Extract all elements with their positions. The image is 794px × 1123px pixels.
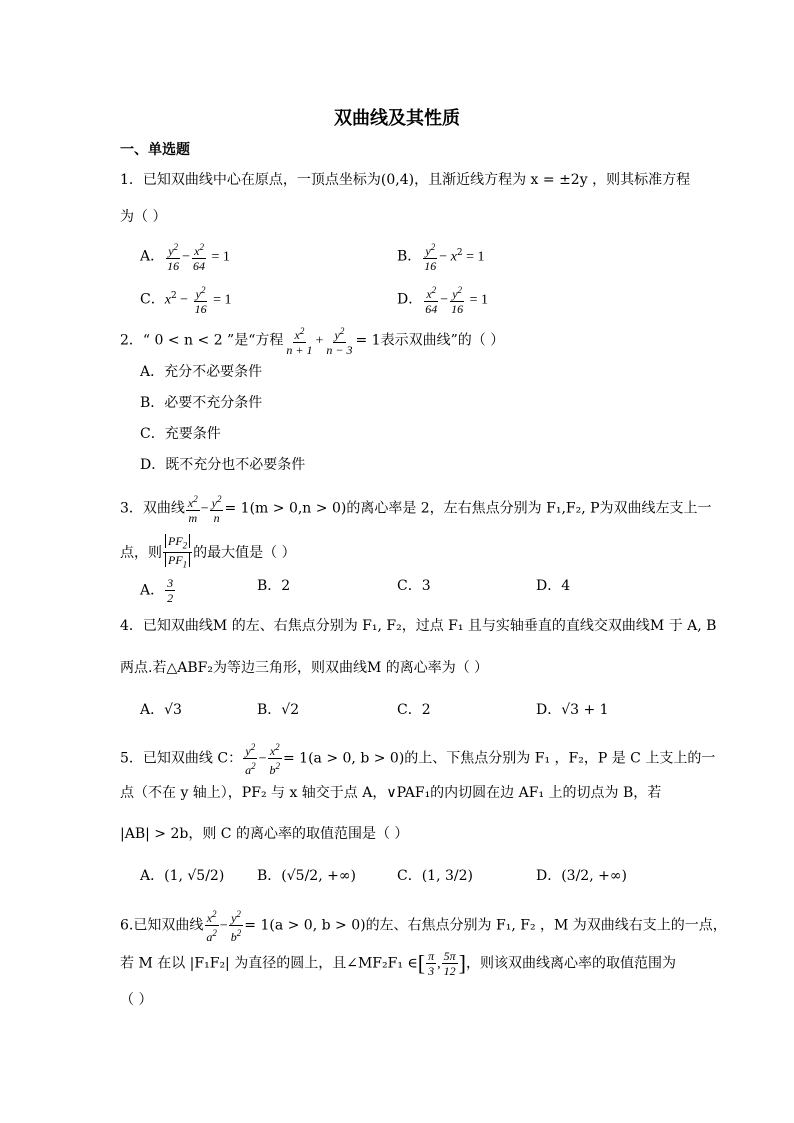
page-title: 双曲线及其性质	[334, 108, 460, 129]
q3-option-a: A． $\frac{3}{2}$	[140, 576, 174, 605]
q1-option-c: C．$x^2$ − $\frac{y^2}{16}$ = 1	[140, 285, 232, 316]
q4-option-a: A．√3	[140, 702, 182, 718]
q4-option-c: C．2	[397, 702, 431, 718]
q3-option-d: D．4	[536, 578, 571, 594]
q3-option-b: B．2	[257, 578, 291, 594]
q5-stem-cont: 点（不在 y 轴上），PF₂ 与 x 轴交于点 A，∨PAF₁的内切圆在边 AF₁ 上的切点为 B，若	[120, 785, 662, 801]
section-heading: 一、单选题	[120, 142, 190, 158]
q1-stem-cont: 为（ ）	[120, 209, 167, 225]
q6-stem-cont: 若 M 在以 |F₁F₂| 为直径的圆上，且∠MF₂F₁ ∈[ $\frac{\pi}{3}$ , $\frac{5\pi}{12}$ ]，则该双曲线离心率的取值范围为	[120, 949, 676, 978]
q5-option-d: D．(3/2, +∞)	[536, 868, 627, 884]
q2-option-d: D．既不充分也不必要条件	[140, 457, 306, 473]
q2-option-c: C．充要条件	[140, 426, 221, 442]
q1-option-d: D． $\frac{x^2}{64}$ − $\frac{y^2}{16}$ = 1	[397, 285, 489, 316]
q2-stem: 2．“ 0 < n < 2 ”是“方程 $\frac{x^2}{n + 1}$ + $\frac{y^2}{n - 3}$ = 1表示双曲线”的（ ）	[120, 326, 505, 357]
q4-stem-cont: 两点.若△ABF₂为等边三角形，则双曲线M 的离心率为（ ）	[120, 660, 489, 676]
q5-option-a: A．(1, √5/2)	[140, 868, 225, 884]
q1-option-a: A． $\frac{y^2}{16}$ − $\frac{x^2}{64}$ = 1	[140, 242, 230, 273]
q3-option-c: C．3	[397, 578, 431, 594]
q5-stem-cont2: |AB| > 2b，则 C 的离心率的取值范围是（ ）	[120, 826, 409, 842]
q5-stem: 5．已知双曲线 C： $\frac{y^2}{a^2}$ − $\frac{x^2}{b^2}$ = 1(a > 0, b > 0)的上、下焦点分别为 F₁ ，F₂，P 是 C 上支上的一	[120, 742, 716, 777]
q6-stem: 6.已知双曲线 $\frac{x^2}{a^2}$ − $\frac{y^2}{b^2}$ = 1(a > 0, b > 0)的左、右焦点分别为 F₁, F₂ ，M 为双曲线右支上的一点，	[120, 909, 727, 944]
q2-option-a: A．充分不必要条件	[140, 364, 263, 380]
q3-stem-cont: 点，则 $\frac{PF_2}{PF_1}$ 的最大值是（ ）	[120, 534, 296, 570]
q6-stem-cont2: （ ）	[120, 992, 153, 1008]
q4-option-b: B．√2	[257, 702, 300, 718]
q2-option-b: B．必要不充分条件	[140, 395, 263, 411]
q5-option-b: B．(√5/2, +∞)	[257, 868, 356, 884]
q1-stem: 1．已知双曲线中心在原点，一顶点坐标为(0,4)，且渐近线方程为 x = ±2y ，则其标准方程	[120, 172, 691, 188]
q3-stem: 3．双曲线 $\frac{x^2}{m}$ − $\frac{y^2}{n}$ = 1(m > 0,n > 0)的离心率是 2，左右焦点分别为 F₁,F₂, P为双曲线左支上一	[120, 494, 712, 525]
q5-option-c: C．(1, 3/2)	[397, 868, 473, 884]
q4-stem: 4．已知双曲线M 的左、右焦点分别为 F₁, F₂，过点 F₁ 且与实轴垂直的直线交双曲线M 于 A, B	[120, 618, 717, 634]
q4-option-d: D．√3 + 1	[536, 702, 609, 718]
q1-option-b: B． $\frac{y^2}{16}$ − $x^2 = 1$	[397, 242, 485, 273]
